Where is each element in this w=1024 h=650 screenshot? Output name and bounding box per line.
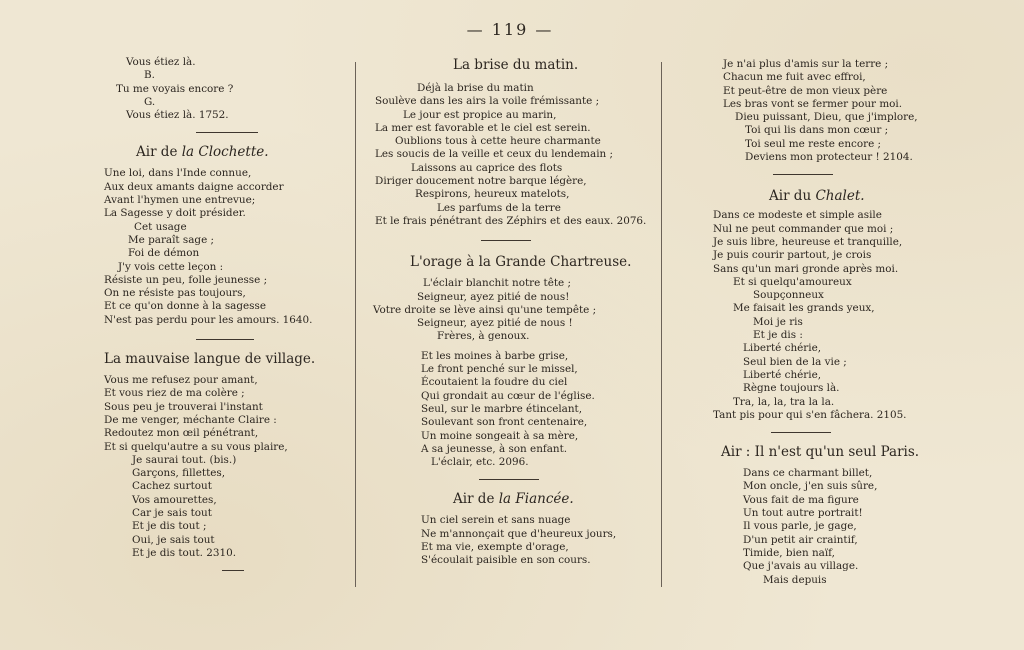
verse-line: Un tout autre portrait! [743, 507, 863, 520]
verse-line: De me venger, méchante Claire : [104, 413, 277, 426]
verse-line: B. [144, 69, 155, 82]
verse-line: Et si quelqu'autre a su vous plaire, [104, 440, 288, 453]
verse-line: Qui grondait au cœur de l'église. [421, 389, 595, 402]
verse-line: Résiste un peu, folle jeunesse ; [104, 273, 268, 286]
verse-line: Et ma vie, exempte d'orage, [421, 541, 569, 554]
verse-line: Soupçonneux [753, 289, 824, 302]
verse-line: Et peut-être de mon vieux père [723, 84, 888, 97]
verse-line: Tra, la, la, tra la la. [733, 395, 835, 408]
verse-line: Frères, à genoux. [437, 330, 530, 343]
verse-block-brise [373, 82, 658, 228]
verse-line: Je saurai tout. (bis.) [132, 453, 237, 466]
separator [222, 570, 244, 571]
verse-line: Et vous riez de ma colère ; [104, 387, 245, 400]
verse-line: Un ciel serein et sans nuage [421, 514, 571, 527]
verse-line: Je puis courir partout, je crois [713, 249, 872, 262]
verse-line: Toi seul me reste encore ; [745, 137, 882, 150]
verse-line: Sous peu je trouverai l'instant [104, 400, 263, 413]
verse-line: N'est pas perdu pour les amours. 1640. [104, 313, 313, 326]
separator [196, 339, 254, 340]
verse-line: Et le frais pénétrant des Zéphirs et des eaux. 2076. [375, 214, 647, 227]
verse-line: Tant pis pour qui s'en fâchera. 2105. [713, 408, 907, 421]
verse-line: Mon oncle, j'en suis sûre, [743, 480, 878, 493]
verse-line: Dieu puissant, Dieu, que j'implore, [735, 111, 918, 124]
separator [771, 432, 831, 433]
verse-line: Chacun me fuit avec effroi, [723, 71, 866, 84]
verse-line: S'écoulait paisible en son cours. [421, 554, 591, 567]
verse-block-chalet [713, 209, 1013, 422]
verse-line: Aux deux amants daigne accorder [104, 180, 284, 193]
verse-block-continued [713, 58, 1013, 164]
verse-line: Seul, sur le marbre étincelant, [421, 402, 583, 415]
verse-line: Laissons au caprice des flots [411, 161, 563, 174]
verse-line: Soulevant son front centenaire, [421, 416, 588, 429]
column-divider-right [661, 62, 662, 587]
separator [481, 240, 531, 241]
verse-block-fiancee [373, 514, 658, 567]
verse-line: Les bras vont se fermer pour moi. [723, 97, 903, 110]
verse-line: Seul bien de la vie ; [743, 355, 847, 368]
verse-line: Seigneur, ayez pitié de nous! [417, 290, 570, 303]
verse-line: Me paraît sage ; [128, 233, 215, 246]
verse-line: Dans ce charmant billet, [743, 467, 873, 480]
verse-line: Règne toujours là. [743, 382, 840, 395]
verse-block-orage-refrain [373, 277, 658, 343]
column-right [713, 58, 1013, 587]
verse-line: Oublions tous à cette heure charmante [395, 135, 601, 148]
verse-line: Toi qui lis dans mon cœur ; [745, 124, 889, 137]
verse-line: Car je sais tout [132, 507, 212, 520]
verse-line: Seigneur, ayez pitié de nous ! [417, 317, 573, 330]
verse-line: Et je dis tout ; [132, 520, 207, 533]
verse-line: A sa jeunesse, à son enfant. [421, 442, 568, 455]
verse-line: Et les moines à barbe grise, [421, 349, 569, 362]
verse-line: Écoutaient la foudre du ciel [421, 376, 568, 389]
verse-line: Déjà la brise du matin [417, 82, 534, 94]
verse-line: Sans qu'un mari gronde après moi. [713, 262, 899, 275]
verse-line: Nul ne peut commander que moi ; [713, 222, 894, 235]
verse-block-1 [112, 56, 344, 122]
verse-line: Que j'avais au village. [743, 560, 859, 573]
verse-line: Et je dis tout. 2310. [132, 546, 236, 559]
verse-line: La Sagesse y doit présider. [104, 207, 246, 220]
verse-line: Et ce qu'on donne à la sagesse [104, 300, 266, 313]
song-title-italic: Chalet. [815, 188, 865, 205]
verse-block-3 [104, 374, 344, 560]
verse-block-paris [713, 467, 1013, 587]
separator [773, 174, 833, 175]
verse-line: Avant l'hymen une entrevue; [104, 194, 256, 207]
verse-line: Cet usage [134, 220, 187, 233]
verse-line: Dans ce modeste et simple asile [713, 209, 882, 222]
column-divider-left [355, 62, 356, 587]
song-title-mauvaise-langue: La mauvaise langue de village. [104, 351, 316, 368]
verse-line: Liberté chérie, [743, 368, 822, 381]
verse-block-orage [373, 350, 658, 470]
song-title-orage: L'orage à la Grande Chartreuse. [410, 254, 632, 271]
verse-line: On ne résiste pas toujours, [104, 287, 246, 300]
verse-line: Vous me refusez pour amant, [104, 374, 258, 387]
verse-line: Les soucis de la veille et ceux du lendemain ; [375, 148, 614, 161]
verse-line: L'éclair blanchit notre tête ; [423, 277, 572, 290]
song-title-italic: la Clochette. [181, 144, 269, 161]
song-title-italic: la Fiancée. [498, 491, 574, 508]
verse-line: D'un petit air craintif, [743, 533, 858, 546]
column-middle [373, 56, 658, 568]
verse-line: Garçons, fillettes, [132, 467, 226, 480]
verse-line: Le front penché sur le missel, [421, 363, 578, 376]
verse-line: Vous étiez là. [126, 56, 196, 68]
verse-line: Liberté chérie, [743, 342, 822, 355]
song-title-fiancee: Air de la Fiancée. [453, 491, 574, 508]
verse-line: Timide, bien naïf, [743, 546, 835, 559]
verse-line: Cachez surtout [132, 480, 212, 493]
verse-line: Deviens mon protecteur ! 2104. [745, 151, 913, 164]
verse-line: Redoutez mon œil pénétrant, [104, 427, 259, 440]
column-left [104, 56, 344, 571]
verse-line: Oui, je sais tout [132, 533, 215, 546]
song-title-clochette: Air de la Clochette. [136, 144, 269, 161]
verse-line: Vos amourettes, [132, 493, 217, 506]
verse-line: Le jour est propice au marin, [403, 108, 557, 121]
page-number: — 119 — [466, 20, 554, 39]
verse-line: Diriger doucement notre barque légère, [375, 175, 587, 188]
verse-line: Et je dis : [753, 329, 803, 342]
separator [479, 479, 539, 480]
verse-line: Mais depuis [763, 573, 827, 586]
verse-line: Un moine songeait à sa mère, [421, 429, 579, 442]
verse-line: Votre droite se lève ainsi qu'une tempête ; [373, 303, 597, 316]
verse-line: Respirons, heureux matelots, [415, 188, 570, 201]
verse-line: Je suis libre, heureuse et tranquille, [713, 235, 903, 248]
verse-line: Une loi, dans l'Inde connue, [104, 167, 252, 180]
verse-line: Vous fait de ma figure [743, 493, 859, 506]
song-title-paris: Air : Il n'est qu'un seul Paris. [721, 444, 920, 461]
verse-line: Moi je ris [753, 315, 803, 328]
verse-line: Ne m'annonçait que d'heureux jours, [421, 527, 617, 540]
verse-line: Les parfums de la terre [437, 201, 561, 214]
verse-line: La mer est favorable et le ciel est serein. [375, 121, 591, 134]
verse-line: Et si quelqu'amoureux [733, 275, 852, 288]
verse-line: Je n'ai plus d'amis sur la terre ; [723, 58, 889, 70]
verse-line: Tu me voyais encore ? [116, 82, 234, 95]
verse-line: J'y vois cette leçon : [118, 260, 224, 273]
verse-line: Il vous parle, je gage, [743, 520, 857, 533]
separator [196, 132, 258, 133]
verse-line: Foi de démon [128, 247, 200, 260]
verse-line: Me faisait les grands yeux, [733, 302, 875, 315]
verse-line: L'éclair, etc. 2096. [431, 456, 529, 469]
verse-block-2 [104, 167, 344, 327]
song-title-chalet: Air du Chalet. [769, 188, 865, 205]
verse-line: Soulève dans les airs la voile frémissante ; [375, 95, 600, 108]
verse-line: G. [144, 95, 156, 108]
verse-line: Vous étiez là. 1752. [126, 109, 229, 122]
song-title-brise: La brise du matin. [453, 57, 579, 73]
